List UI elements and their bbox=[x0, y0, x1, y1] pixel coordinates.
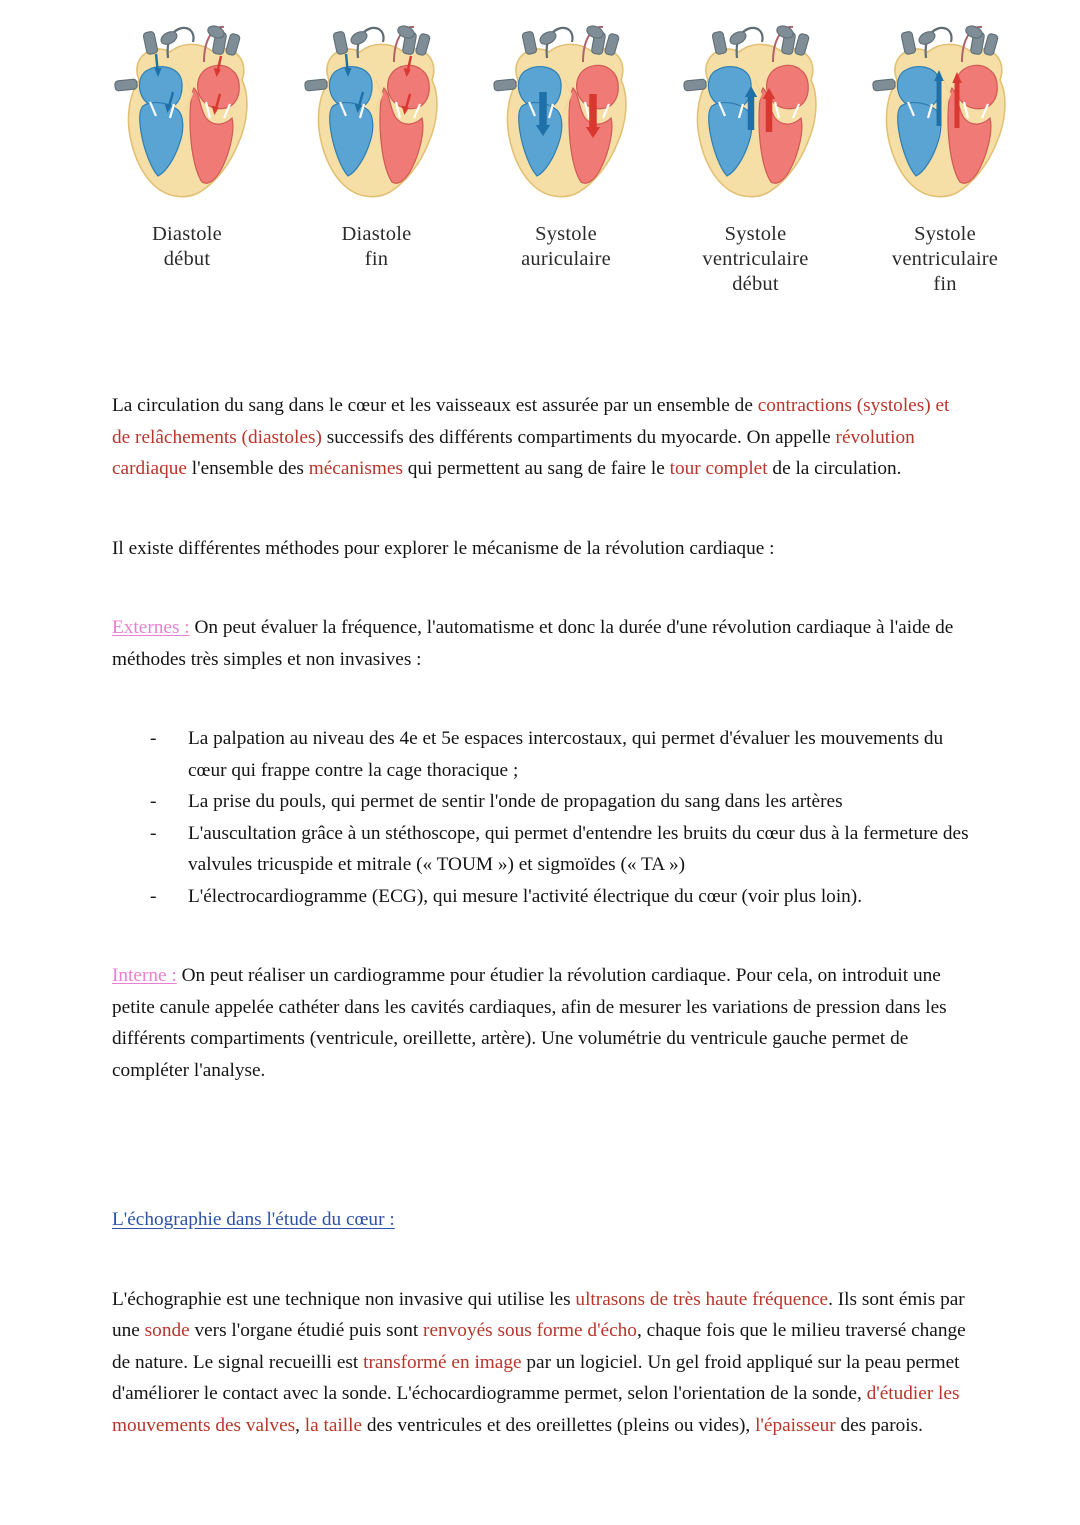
spacer bbox=[112, 485, 972, 533]
intro-seg-4: qui permettent au sang de faire le bbox=[402, 458, 670, 479]
heart-diagram-icon bbox=[665, 18, 847, 218]
heart-phase-caption bbox=[521, 222, 611, 272]
interne-text: On peut réaliser un cardiogramme pour étudier la révolution cardiaque. Pour cela, on introduit une petite canule appelée cathéter dans les cavités cardiaques, afin de mesurer les variations de pression dans les différents compartiments (ventricule, oreillette, artère). Une volumétrie du ventricule gauche permet de compléter l'analyse. bbox=[112, 965, 947, 1081]
caption-line: Diastole bbox=[341, 223, 412, 245]
intro-highlight-mecanismes: mécanismes bbox=[308, 458, 403, 479]
list-item bbox=[150, 881, 972, 913]
heart-phase-caption bbox=[342, 222, 412, 272]
caption-line: fin bbox=[933, 273, 957, 295]
caption-line: Systole bbox=[724, 223, 787, 245]
echo-seg-4: , chaque fois que le milieu traversé change de nature. Le signal recueilli est bbox=[112, 1320, 966, 1373]
list-dash-marker: - bbox=[150, 822, 157, 844]
heart-diagram-icon bbox=[854, 18, 1036, 218]
paragraph-externes bbox=[112, 612, 972, 675]
externes-text: On peut évaluer la fréquence, l'automatisme et donc la durée d'une révolution cardiaque à l'aide de méthodes très simples et non invasives : bbox=[112, 617, 954, 670]
paragraph-echographie bbox=[112, 1284, 972, 1442]
echo-seg-7: des ventricules et des oreillettes (pleins ou vides), bbox=[362, 1414, 756, 1436]
heart-diagram-icon bbox=[286, 18, 468, 218]
list-item-text: L'auscultation grâce à un stéthoscope, qui permet d'entendre les bruits du cœur dus à la fermeture des valvules tricuspide et mitrale (« TOUM ») et sigmoïdes (« TA ») bbox=[188, 822, 969, 875]
echo-highlight-renvoyes-echo: renvoyés sous forme d'écho bbox=[423, 1320, 637, 1341]
heart-phase-caption bbox=[152, 222, 222, 272]
intro-highlight-contractions: contractions (systoles) et de relâchements (diastoles) bbox=[112, 395, 950, 448]
caption-line: fin bbox=[364, 248, 389, 270]
spacer bbox=[112, 1086, 972, 1204]
intro-seg-5: de la circulation. bbox=[767, 458, 902, 479]
list-dash-marker: - bbox=[150, 885, 157, 907]
echo-highlight-taille: la taille bbox=[304, 1414, 363, 1436]
heart-phase-caption bbox=[892, 222, 998, 297]
heart-phase-caption bbox=[702, 222, 808, 297]
caption-line: auriculaire bbox=[521, 248, 611, 270]
spacer bbox=[112, 675, 972, 723]
caption-line: Diastole bbox=[152, 223, 222, 245]
echo-seg-2: . Ils sont émis par une bbox=[112, 1288, 965, 1341]
heart-phase-panel-diastole-debut bbox=[96, 18, 278, 272]
caption-line: ventriculaire bbox=[702, 248, 809, 270]
intro-highlight-tour-complet: tour complet bbox=[669, 458, 768, 479]
heart-phase-panel-systole-auriculaire bbox=[475, 18, 657, 272]
list-item-text: L'électrocardiogramme (ECG), qui mesure l'activité électrique du cœur (voir plus loin). bbox=[188, 885, 863, 907]
echo-highlight-epaisseur: l'épaisseur bbox=[755, 1414, 836, 1436]
spacer bbox=[112, 912, 972, 960]
echo-seg-8: des parois. bbox=[835, 1414, 923, 1436]
heart-diagram-icon bbox=[475, 18, 657, 218]
paragraph-methods-lead: Il existe différentes méthodes pour explorer le mécanisme de la révolution cardiaque : bbox=[112, 537, 775, 559]
list-dash-marker: - bbox=[150, 728, 157, 749]
list-item bbox=[150, 723, 972, 786]
echo-seg-5: par un logiciel. Un gel froid appliqué sur la peau permet d'améliorer le contact avec la sonde. L'échocardiogramme permet, selon l'orientation de la sonde, bbox=[112, 1351, 960, 1404]
caption-line: Systole bbox=[914, 223, 976, 245]
document-body bbox=[112, 390, 972, 1441]
echo-seg-1: L'échographie est une technique non invasive qui utilise les bbox=[112, 1288, 576, 1310]
caption-line: Systole bbox=[535, 223, 597, 245]
intro-highlight-revolution-cardiaque: révolution cardiaque bbox=[112, 426, 915, 479]
intro-seg-2: successifs des différents compartiments du myocarde. On appelle bbox=[321, 426, 836, 448]
list-item-text: La palpation au niveau des 4e et 5e espaces intercostaux, qui permet d'évaluer les mouvements du cœur qui frappe contre la cage thoracique ; bbox=[188, 728, 944, 781]
list-item bbox=[150, 786, 972, 818]
heart-phase-panel-systole-ventriculaire-debut bbox=[665, 18, 847, 297]
caption-line: ventriculaire bbox=[891, 248, 999, 270]
echo-highlight-ultrasons: ultrasons de très haute fréquence bbox=[575, 1288, 829, 1310]
echo-highlight-transforme-image: transformé en image bbox=[363, 1351, 522, 1373]
spacer bbox=[112, 1236, 972, 1284]
caption-line: début bbox=[732, 273, 779, 295]
intro-seg-3: l'ensemble des bbox=[186, 458, 309, 479]
spacer bbox=[112, 564, 972, 612]
paragraph-interne bbox=[112, 960, 972, 1086]
echo-highlight-sonde: sonde bbox=[144, 1320, 190, 1341]
list-item-text: La prise du pouls, qui permet de sentir l'onde de propagation du sang dans les artères bbox=[188, 791, 843, 812]
list-item bbox=[150, 818, 972, 881]
heart-phase-panel-diastole-fin bbox=[286, 18, 468, 272]
cardiac-cycle-figure bbox=[96, 18, 1036, 308]
heart-phase-panel-systole-ventriculaire-fin bbox=[854, 18, 1036, 297]
heart-diagram-icon bbox=[96, 18, 278, 218]
intro-seg-1: La circulation du sang dans le cœur et les vaisseaux est assurée par un ensemble de bbox=[112, 395, 758, 416]
echo-highlight-mouvements-valves: d'étudier les mouvements des valves bbox=[112, 1383, 960, 1436]
echo-seg-6: , bbox=[295, 1414, 305, 1436]
echo-seg-3: vers l'organe étudié puis sont bbox=[189, 1320, 424, 1341]
list-dash-marker: - bbox=[150, 791, 157, 812]
paragraph-intro bbox=[112, 390, 972, 485]
label-interne: Interne : bbox=[112, 965, 177, 986]
label-externes: Externes : bbox=[112, 617, 190, 638]
heading-echographie: L'échographie dans l'étude du cœur : bbox=[112, 1209, 395, 1230]
externes-method-list bbox=[112, 723, 972, 912]
caption-line: début bbox=[163, 248, 211, 270]
